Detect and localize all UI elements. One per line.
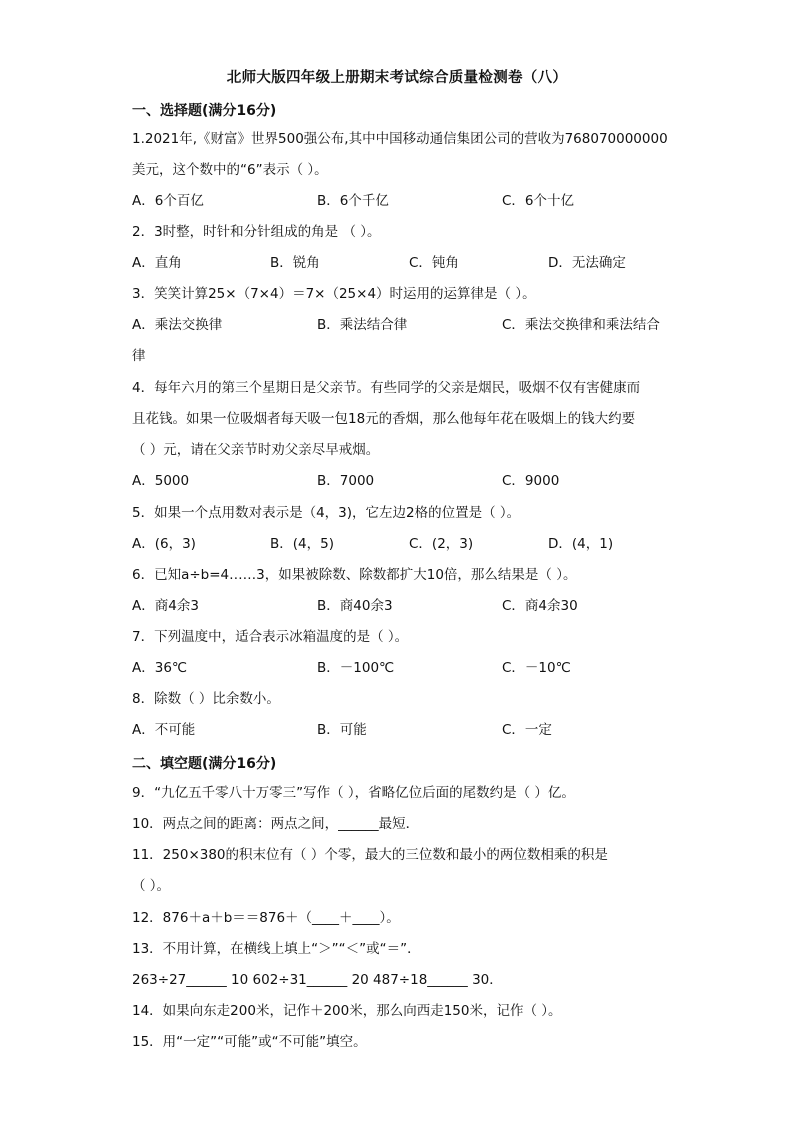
question-13: 13．不用计算，在横线上填上“＞”“＜”或“＝”． [132,941,421,957]
question-9: 9．“九亿五千零八十万零三”写作（ ），省略亿位后面的尾数约是（ ）亿。 [132,785,575,801]
option-c[interactable]: C．(2，3) [409,536,474,552]
option-b[interactable]: B．锐角 [270,255,320,271]
question-5: 5．如果一个点用数对表示是（4，3)，它左边2格的位置是（ ）。 [132,505,521,521]
question-2: 2．3时整，时针和分针组成的角是 （ ）。 [132,224,381,240]
option-b[interactable]: B．乘法结合律 [317,317,408,333]
question-6: 6．已知a÷b=4……3，如果被除数、除数都扩大10倍，那么结果是（ ）。 [132,567,577,583]
option-c[interactable]: C．－10℃ [502,660,571,676]
question-4-line-1: 4．每年六月的第三个星期日是父亲节。有些同学的父亲是烟民，吸烟不仅有害健康而 [132,380,641,396]
question-1-line-1: 1.2021年,《财富》世界500强公布,其中中国移动通信集团公司的营收为768070000000 [132,131,668,147]
option-b[interactable]: B．商40余3 [317,598,393,614]
option-d[interactable]: D．无法确定 [548,255,626,271]
option-c[interactable]: C．9000 [502,473,560,489]
option-c[interactable]: C．乘法交换律和乘法结合 [502,317,660,333]
question-1-options [132,193,672,211]
option-b[interactable]: B．7000 [317,473,375,489]
question-3: 3．笑笑计算25×（7×4）＝7×（25×4）时运用的运算律是（ ）。 [132,286,536,302]
question-3-options [132,317,672,335]
option-b[interactable]: B．6个千亿 [317,193,389,209]
question-1-line-2: 美元，这个数中的“6”表示（ ）。 [132,162,328,178]
question-5-options [132,536,672,554]
question-7-options [132,660,672,678]
option-a[interactable]: A．(6，3) [132,536,196,552]
option-b[interactable]: B．－100℃ [317,660,395,676]
option-a[interactable]: A．直角 [132,255,182,271]
option-a[interactable]: A．商4余3 [132,598,199,614]
question-4-options [132,473,672,491]
section-heading-choice: 一、选择题(满分16分) [132,103,277,119]
option-a[interactable]: A．乘法交换律 [132,317,223,333]
question-4-line-3: （ ）元，请在父亲节时劝父亲尽早戒烟。 [132,442,380,458]
question-3-option-c-continued: 律 [132,348,146,364]
option-c[interactable]: C．钝角 [409,255,459,271]
option-a[interactable]: A．5000 [132,473,190,489]
section-heading-fill: 二、填空题(满分16分) [132,756,277,772]
option-b[interactable]: B．可能 [317,722,367,738]
question-2-options [132,255,672,273]
question-11-line-1: 11．250×380的积末位有（ ）个零，最大的三位数和最小的两位数相乘的积是 [132,847,608,863]
question-8-options [132,722,672,740]
option-a[interactable]: A．6个百亿 [132,193,204,209]
option-a[interactable]: A．不可能 [132,722,196,738]
option-d[interactable]: D．(4，1) [548,536,614,552]
option-a[interactable]: A．36℃ [132,660,188,676]
question-11-line-2: （ ）。 [132,878,171,894]
option-c[interactable]: C．一定 [502,722,552,738]
question-14: 14．如果向东走200米，记作＋200米，那么向西走150米，记作（ ）。 [132,1003,562,1019]
question-13-items: 263÷27______ 10 602÷31______ 20 487÷18______ 30． [132,972,503,988]
option-c[interactable]: C．商4余30 [502,598,578,614]
question-12: 12．876＋a＋b＝＝876＋（____＋____）。 [132,910,400,926]
option-c[interactable]: C．6个十亿 [502,193,575,209]
question-7: 7．下列温度中，适合表示冰箱温度的是（ ）。 [132,629,409,645]
question-10: 10．两点之间的距离：两点之间，______最短． [132,816,420,832]
page-title: 北师大版四年级上册期末考试综合质量检测卷（八） [226,70,568,86]
question-4-line-2: 且花钱。如果一位吸烟者每天吸一包18元的香烟，那么他每年花在吸烟上的钱大约要 [132,411,636,427]
question-6-options [132,598,672,616]
option-b[interactable]: B．(4，5) [270,536,334,552]
question-8: 8．除数（ ）比余数小。 [132,691,280,707]
question-15: 15．用“一定”“可能”或“不可能”填空。 [132,1034,367,1050]
